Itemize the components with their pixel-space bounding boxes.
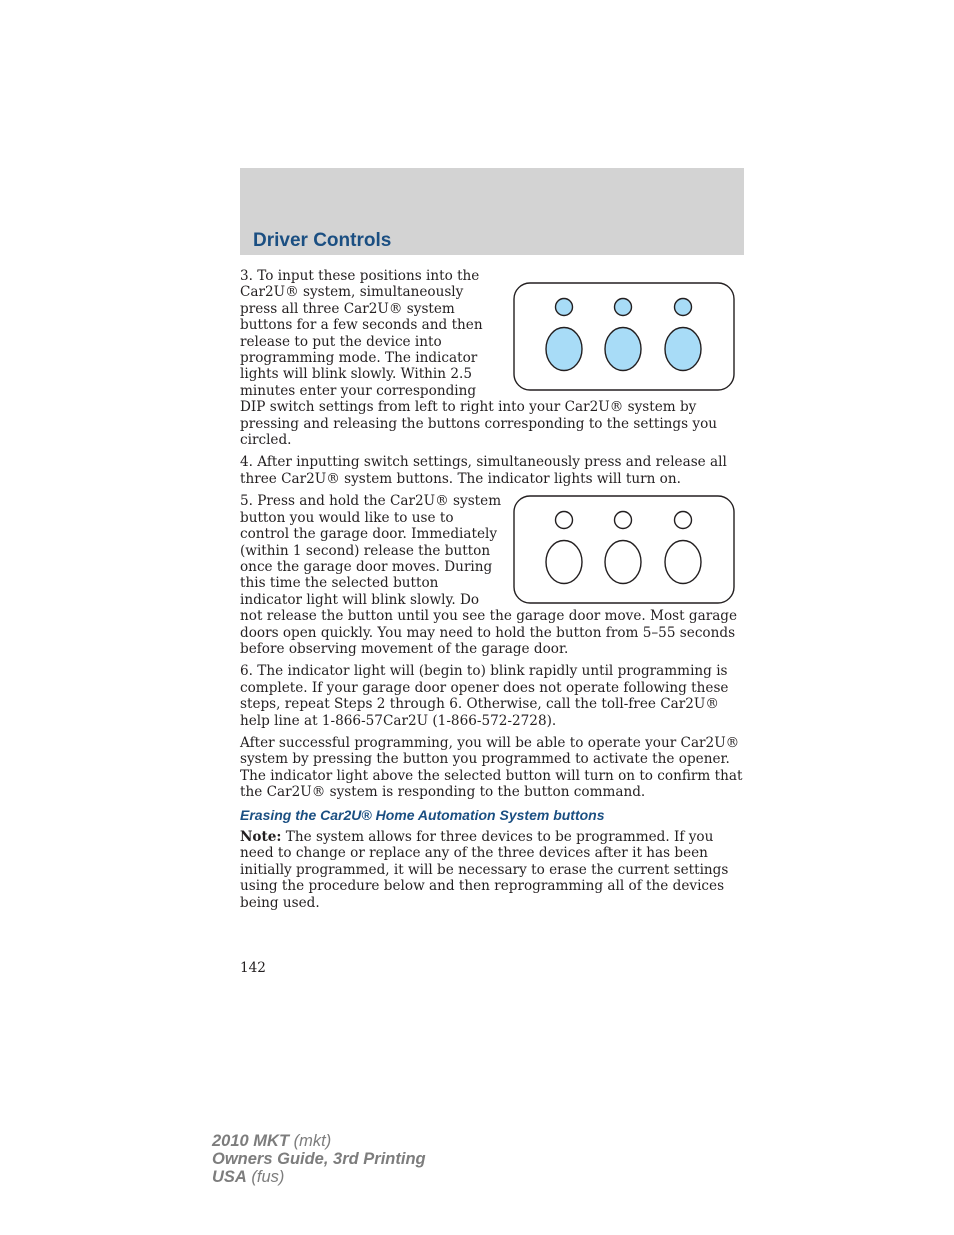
car2u-button-2 <box>605 328 641 371</box>
page-content <box>240 268 744 917</box>
step-5-paragraph: 5. Press and hold the Car2U® system button you would like to use to control the garage door. Immediately (within 1 second) release the button once the garage door moves. During this time the selected button indicator light will blink slowly. Do not release the button until you see the garage door move. Most garage doors open quickly. You may need to hold the button from 5–55 seconds before observing movement of the garage door. <box>240 493 738 657</box>
step-4-paragraph: 4. After inputting switch settings, simultaneously press and release all three Car2U® system buttons. The indicator lights will turn on. <box>240 454 727 487</box>
footer-model: 2010 MKT <box>212 1132 290 1150</box>
indicator-light-2 <box>615 299 632 316</box>
footer-model-code: (mkt) <box>289 1132 332 1150</box>
section-header-band <box>240 168 744 255</box>
indicator-light-1 <box>556 512 573 529</box>
car2u-button-2 <box>605 541 641 584</box>
page-number: 142 <box>240 960 266 976</box>
footer-market-code: (fus) <box>246 1168 285 1186</box>
car2u-button-1 <box>546 328 582 371</box>
step-6-paragraph: 6. The indicator light will (begin to) blink rapidly until programming is complete. If your garage door opener does not operate following these steps, repeat Steps 2 through 6. Otherwise, call the toll-free Car2U® help line at 1-866-57Car2U (1-866-572-2728). <box>240 663 729 729</box>
footer-edition-line: Owners Guide, 3rd Printing <box>212 1150 426 1168</box>
indicator-light-3 <box>675 512 692 529</box>
step-3-paragraph: 3. To input these positions into the Car2U® system, simultaneously press all three Car2U® system buttons for a few seconds and then release to put the device into programming mode. The indicator lights will blink slowly. Within 2.5 minutes enter your corresponding DIP switch settings from left to right into your Car2U® system by pressing and releasing the buttons corresponding to the settings you circled. <box>240 268 718 449</box>
car2u-buttons-lit-figure <box>513 282 735 392</box>
car2u-button-3 <box>665 328 701 371</box>
car2u-buttons-unlit-figure <box>513 495 735 605</box>
note-label: Note: <box>240 829 282 845</box>
indicator-light-1 <box>556 299 573 316</box>
car2u-button-1 <box>546 541 582 584</box>
car2u-button-3 <box>665 541 701 584</box>
indicator-light-2 <box>615 512 632 529</box>
note-paragraph <box>240 829 744 911</box>
erasing-section-heading: Erasing the Car2U® Home Automation System buttons <box>240 806 605 823</box>
indicator-light-3 <box>675 299 692 316</box>
footer-market-line <box>212 1168 426 1186</box>
document-footer <box>212 1132 426 1186</box>
footer-market: USA <box>212 1168 247 1186</box>
footer-model-line <box>212 1132 426 1150</box>
after-programming-paragraph: After successful programming, you will be able to operate your Car2U® system by pressing the button you programmed to activate the opener. The indicator light above the selected button will turn on to confirm that the Car2U® system is responding to the button command. <box>240 734 743 801</box>
note-text: The system allows for three devices to be programmed. If you need to change or replace any of the three devices after it has been initially programmed, it will be necessary to erase the current settings using the procedure below and then reprogramming all of the devices being used. <box>240 829 729 911</box>
section-title: Driver Controls <box>253 230 392 251</box>
